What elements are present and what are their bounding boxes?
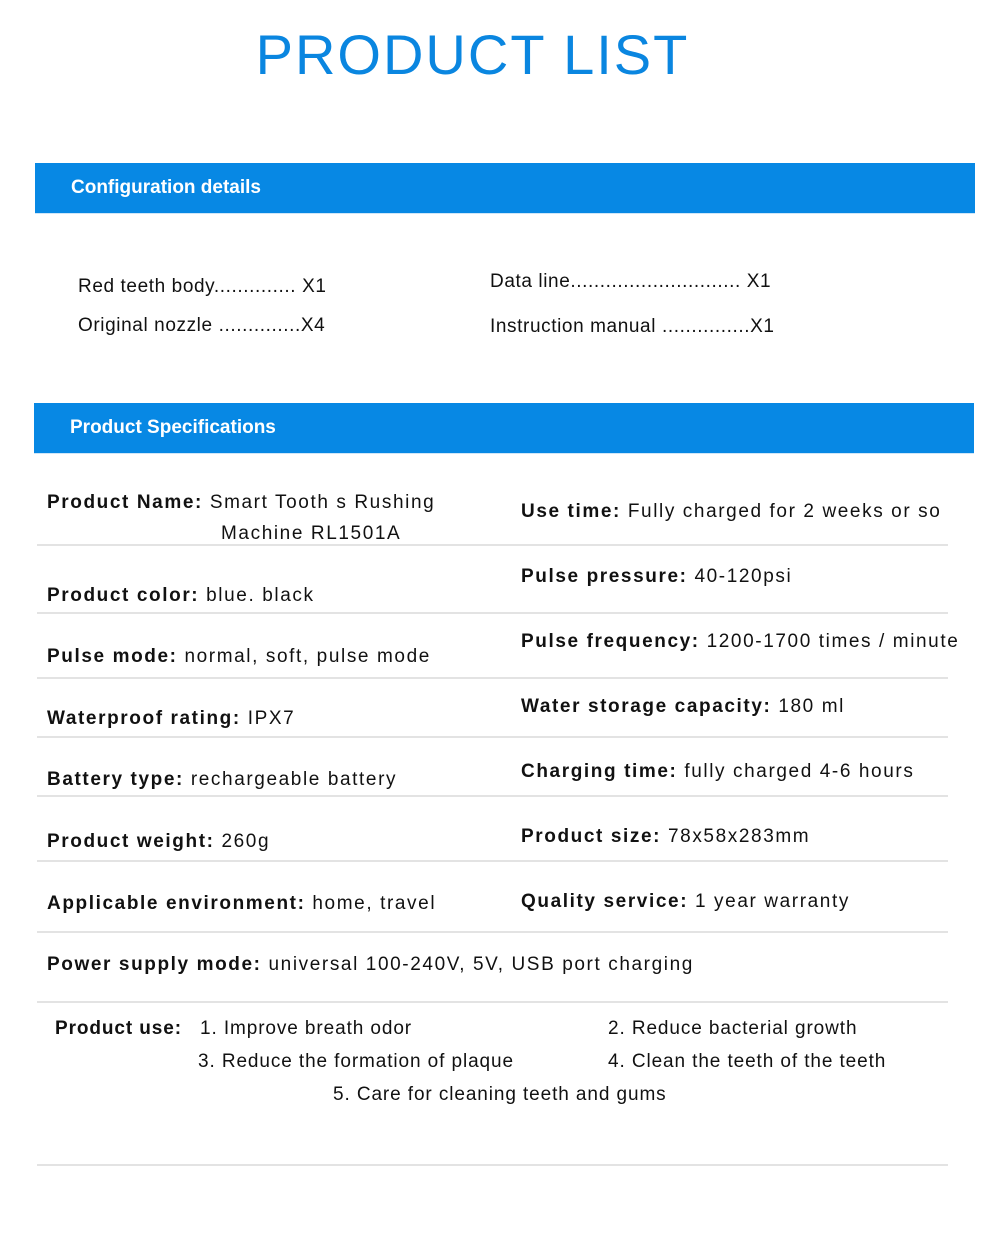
specifications-header-bar — [34, 403, 974, 453]
spec-label: Waterproof rating: — [47, 708, 241, 729]
config-item-dots: .............. — [213, 276, 297, 297]
spec-pulse-frequency — [521, 631, 959, 653]
spec-value: Smart Tooth s Rushing — [202, 492, 436, 513]
spec-label: Product Name: — [47, 492, 203, 513]
spec-value: 40-120psi — [687, 566, 793, 587]
product-use-item-3: 3. Reduce the formation of plaque — [198, 1051, 514, 1072]
spec-value: 180 ml — [771, 696, 845, 717]
spec-power-supply-mode — [47, 954, 694, 976]
config-item-name: Data line — [490, 271, 571, 292]
config-item-red-teeth-body — [78, 276, 327, 298]
divider — [37, 1001, 948, 1003]
divider — [37, 736, 948, 738]
spec-pulse-pressure — [521, 566, 792, 588]
configuration-header-bar — [35, 163, 975, 213]
config-item-dots: .............. — [218, 315, 301, 336]
spec-value: 1 year warranty — [688, 891, 850, 912]
divider — [37, 677, 948, 679]
page-title: PRODUCT LIST — [255, 23, 690, 86]
spec-label: Water storage capacity: — [521, 696, 772, 717]
spec-value: Fully charged for 2 weeks or so — [620, 501, 942, 522]
config-item-name: Red teeth body — [78, 276, 214, 297]
config-item-original-nozzle — [78, 315, 325, 337]
divider — [37, 544, 948, 546]
spec-waterproof-rating — [47, 708, 295, 730]
spec-label: Quality service: — [521, 891, 689, 912]
spec-label: Charging time: — [521, 761, 678, 782]
divider — [37, 612, 948, 614]
spec-use-time — [521, 501, 941, 523]
config-item-dots: ............... — [661, 316, 751, 337]
product-use-item-4: 4. Clean the teeth of the teeth — [608, 1051, 887, 1072]
divider — [37, 795, 948, 797]
config-item-name: Original nozzle — [78, 315, 219, 336]
spec-applicable-environment — [47, 893, 436, 915]
spec-label: Power supply mode: — [47, 954, 262, 975]
config-item-name: Instruction manual — [490, 316, 662, 337]
spec-value: 1200-1700 times / minute — [699, 631, 960, 652]
spec-value: rechargeable battery — [183, 769, 398, 790]
spec-label: Pulse pressure: — [521, 566, 688, 587]
divider — [37, 931, 948, 933]
config-item-qty: X1 — [740, 271, 772, 292]
specifications-header: Product Specifications — [70, 417, 276, 438]
spec-product-size — [521, 826, 810, 848]
spec-label: Use time: — [521, 501, 621, 522]
spec-pulse-mode — [47, 646, 431, 668]
spec-battery-type — [47, 769, 397, 791]
spec-quality-service — [521, 891, 850, 913]
spec-value: IPX7 — [240, 708, 296, 729]
config-item-data-line — [490, 271, 771, 293]
configuration-header: Configuration details — [71, 177, 261, 198]
spec-label: Applicable environment: — [47, 893, 306, 914]
config-item-qty: X1 — [296, 276, 327, 297]
spec-label: Product size: — [521, 826, 662, 847]
spec-product-weight — [47, 831, 270, 853]
spec-water-storage-capacity — [521, 696, 845, 718]
product-use-label — [55, 1018, 182, 1040]
product-use-item-1: 1. Improve breath odor — [200, 1018, 413, 1039]
spec-label: Product weight: — [47, 831, 215, 852]
spec-label: Pulse mode: — [47, 646, 178, 667]
divider — [37, 860, 948, 862]
product-use-item-2: 2. Reduce bacterial growth — [608, 1018, 858, 1039]
divider — [37, 1164, 948, 1166]
spec-value: universal 100-240V, 5V, USB port charging — [261, 954, 694, 975]
spec-charging-time — [521, 761, 914, 783]
spec-product-name-line2 — [221, 523, 401, 545]
spec-value: fully charged 4-6 hours — [677, 761, 915, 782]
spec-value: blue. black — [199, 585, 315, 606]
spec-value: 260g — [214, 831, 271, 852]
spec-label: Product color: — [47, 585, 200, 606]
spec-label: Pulse frequency: — [521, 631, 700, 652]
spec-label: Battery type: — [47, 769, 184, 790]
spec-product-color — [47, 585, 315, 607]
spec-value: home, travel — [305, 893, 437, 914]
product-use-label-text: Product use: — [55, 1018, 182, 1039]
spec-value: 78x58x283mm — [661, 826, 811, 847]
spec-value: Machine RL1501A — [221, 523, 402, 544]
config-item-qty: X4 — [300, 315, 326, 336]
product-use-item-5: 5. Care for cleaning teeth and gums — [333, 1084, 667, 1105]
spec-value: normal, soft, pulse mode — [177, 646, 431, 667]
config-item-instruction-manual — [490, 316, 775, 338]
spec-product-name — [47, 492, 435, 514]
config-item-dots: ............................. — [570, 271, 741, 292]
config-item-qty: X1 — [750, 316, 775, 337]
